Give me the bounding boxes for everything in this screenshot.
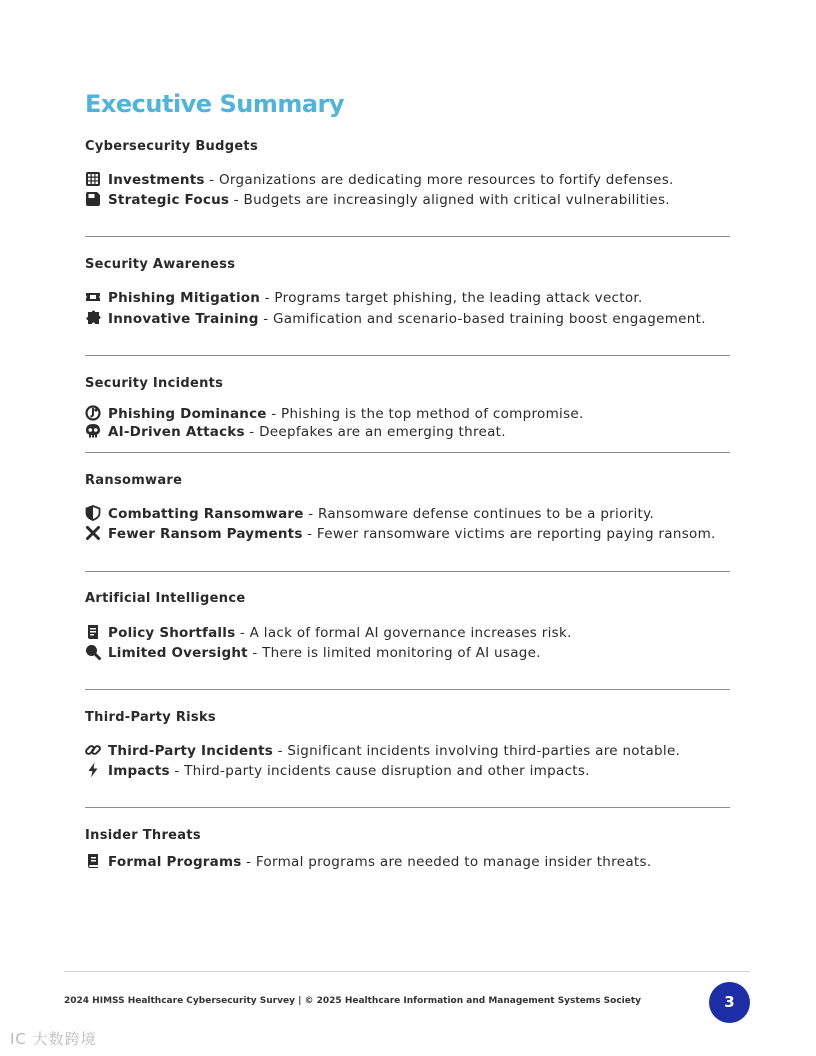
item-description: - A lack of formal AI governance increases risk. [235,625,572,641]
item-title: AI-Driven Attacks [108,424,245,440]
book-icon [85,853,101,869]
section-insider-threats [85,828,730,870]
list-item [85,741,680,761]
grid-icon [85,171,101,187]
item-title: Fewer Ransom Payments [108,526,303,542]
section-heading: Cybersecurity Budgets [85,139,258,154]
section-divider [85,355,730,356]
item-title: Investments [108,172,205,188]
document-icon [85,624,101,640]
section-third-party-risks [85,710,730,779]
section-divider [85,452,730,453]
list-item [85,761,590,781]
list-item [85,623,572,643]
list-item [85,422,506,442]
shield-half-icon [85,505,101,521]
item-description: - Organizations are dedicating more resources to fortify defenses. [204,172,674,188]
section-ransomware [85,473,730,542]
puzzle-icon [85,310,101,326]
item-description: - Phishing is the top method of compromise. [266,406,584,422]
watermark: IC 大数跨境 [10,1030,97,1048]
item-description: - Formal programs are needed to manage insider threats. [241,854,652,870]
page-number-badge: 3 [709,982,750,1023]
skull-icon [85,423,101,439]
item-title: Phishing Mitigation [108,290,261,306]
fish-hook-icon [85,405,101,421]
section-divider [85,689,730,690]
magnifier-icon [85,644,101,660]
item-title: Limited Oversight [108,645,248,661]
section-heading: Ransomware [85,473,183,488]
section-artificial-intelligence [85,591,730,661]
item-description: - Ransomware defense continues to be a priority. [303,506,655,522]
lightning-icon [85,762,101,778]
list-item [85,170,674,190]
item-description: - Fewer ransomware victims are reporting paying ransom. [302,526,716,542]
list-item [85,288,643,308]
item-description: - Gamification and scenario-based training boost engagement. [258,311,706,327]
section-security-awareness [85,257,730,327]
page-title: Executive Summary [85,90,345,118]
footer-divider [64,971,750,972]
item-title: Strategic Focus [108,192,230,208]
section-heading: Third-Party Risks [85,710,216,725]
item-title: Innovative Training [108,311,259,327]
item-description: - Programs target phishing, the leading attack vector. [260,290,643,306]
link-icon [85,742,101,758]
item-description: - Third-party incidents cause disruption and other impacts. [169,763,590,779]
section-heading: Security Awareness [85,257,236,272]
section-cybersecurity-budgets [85,139,730,208]
list-item [85,404,584,424]
list-item [85,190,670,210]
item-title: Formal Programs [108,854,242,870]
item-title: Impacts [108,763,170,779]
item-description: - There is limited monitoring of AI usage. [247,645,541,661]
section-divider [85,571,730,572]
x-mark-icon [85,525,101,541]
item-description: - Deepfakes are an emerging threat. [244,424,506,440]
save-icon [85,191,101,207]
section-security-incidents [85,376,730,440]
item-description: - Budgets are increasingly aligned with critical vulnerabilities. [229,192,670,208]
item-description: - Significant incidents involving third-parties are notable. [273,743,681,759]
section-heading: Security Incidents [85,376,224,391]
section-divider [85,236,730,237]
list-item [85,643,541,663]
list-item [85,504,654,524]
list-item [85,309,706,329]
item-title: Combatting Ransomware [108,506,304,522]
list-item [85,524,716,544]
list-item [85,852,651,872]
ticket-icon [85,289,101,305]
item-title: Third-Party Incidents [108,743,274,759]
section-heading: Insider Threats [85,828,201,843]
item-title: Phishing Dominance [108,406,267,422]
footer-text: 2024 HIMSS Healthcare Cybersecurity Survey | © 2025 Healthcare Information and Management Systems Society [64,996,642,1006]
section-divider [85,807,730,808]
item-title: Policy Shortfalls [108,625,236,641]
section-heading: Artificial Intelligence [85,591,246,606]
